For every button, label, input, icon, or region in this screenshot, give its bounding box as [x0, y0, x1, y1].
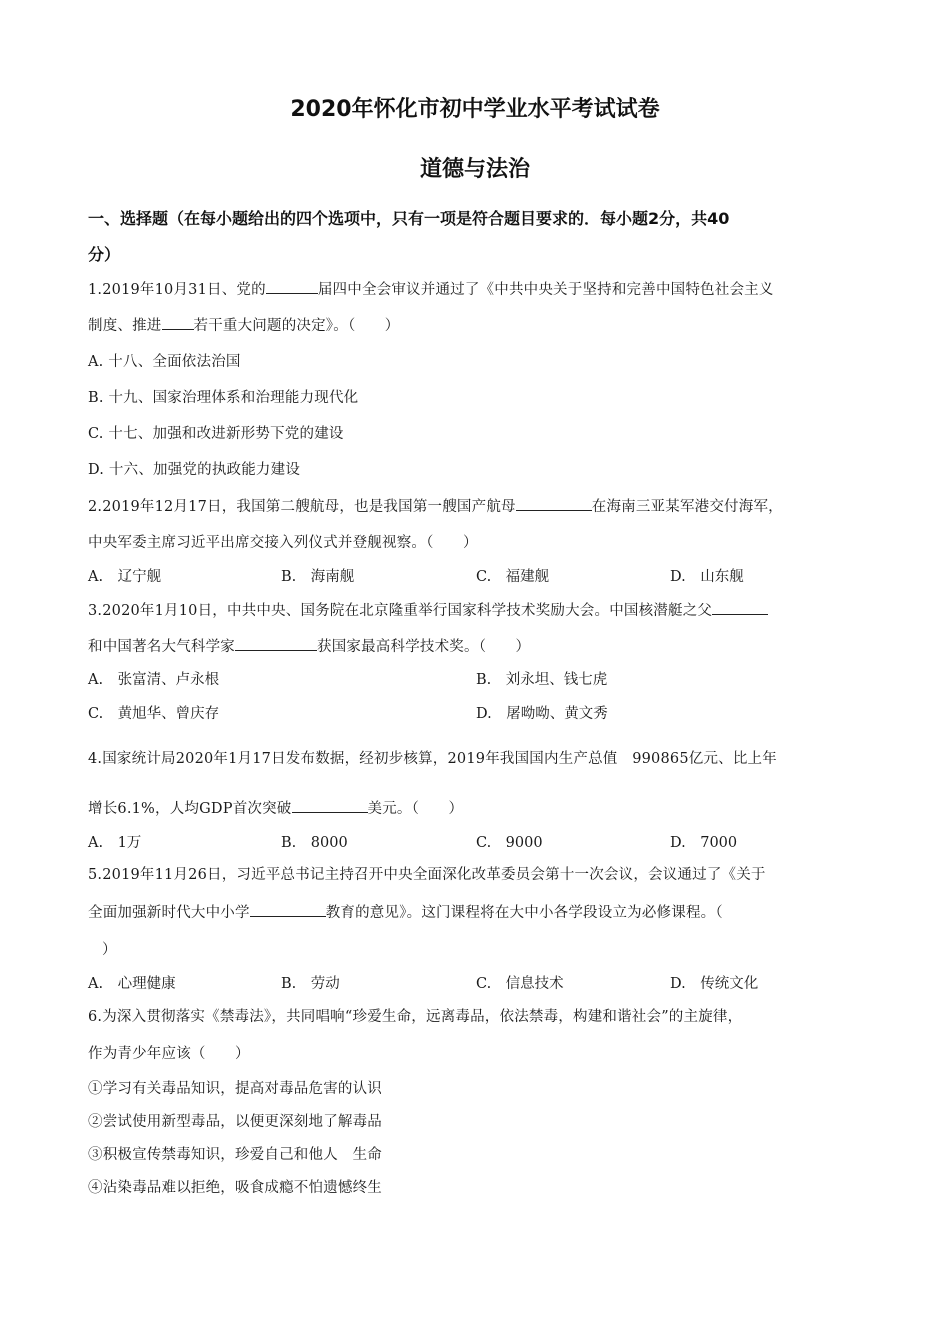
question-4-line2: 增长6.1%，人均GDP首次突破 美元。（ ） — [88, 797, 463, 818]
section-heading: 一、选择题（在每小题给出的四个选项中，只有一项是符合题目要求的．每小题2分，共40 — [88, 209, 730, 228]
subject-title: 道德与法治 — [419, 157, 530, 182]
option-2a: A. 辽宁舰 — [88, 569, 162, 585]
option-1b: B. 十九、国家治理体系和治理能力现代化 — [88, 390, 359, 406]
exam-title: 2020年怀化市初中学业水平考试试卷 — [290, 97, 660, 122]
question-4-line1: 4.国家统计局2020年1月17日发布数据，经初步核算，2019年我国国内生产总值 990865亿元、比上年 — [88, 751, 777, 767]
question-1-line2: 制度、推进 若干重大问题的决定》。（ ） — [88, 314, 400, 335]
question-2-line1: 2.2019年12月17日，我国第二艘航母，也是我国第一艘国产航母 在海南三亚某军港交付海军， — [88, 495, 783, 516]
option-5c: C. 信息技术 — [476, 976, 564, 992]
option-1a: A. 十八、全面依法治国 — [88, 354, 241, 370]
option-1d: D. 十六、加强党的执政能力建设 — [88, 462, 301, 478]
question-5-line3: ） — [102, 942, 117, 958]
answer-blank — [162, 315, 194, 330]
statement-4: ④沾染毒品难以拒绝，吸食成瘾不怕遗憾终生 — [88, 1180, 382, 1196]
answer-blank — [712, 600, 768, 615]
option-1c: C. 十七、加强和改进新形势下党的建设 — [88, 426, 344, 442]
question-1-line1: 1.2019年10月31日、党的 届四中全会审议并通过了《中共中央关于坚持和完善中国特色社会主义 — [88, 278, 774, 299]
question-6-line2: 作为青少年应该（ ） — [88, 1046, 250, 1062]
question-6-line1: 6.为深入贯彻落实《禁毒法》，共同唱响“珍爱生命，远离毒品，依法禁毒，构建和谐社会”的主旋律， — [88, 1009, 743, 1025]
option-3c: C. 黄旭华、曾庆存 — [88, 706, 220, 722]
option-4d: D. 7000 — [670, 835, 738, 851]
answer-blank — [266, 279, 318, 294]
question-3-line2: 和中国著名大气科学家 获国家最高科学技术奖。（ ） — [88, 635, 530, 656]
option-3b: B. 刘永坦、钱七虎 — [476, 672, 608, 688]
answer-blank — [516, 496, 592, 511]
option-3a: A. 张富清、卢永根 — [88, 672, 220, 688]
option-2c: C. 福建舰 — [476, 569, 550, 585]
option-5b: B. 劳动 — [281, 976, 340, 992]
statement-3: ③积极宣传禁毒知识，珍爱自己和他人 生命 — [88, 1147, 382, 1163]
option-2b: B. 海南舰 — [281, 569, 355, 585]
option-2d: D. 山东舰 — [670, 569, 744, 585]
section-heading-cont: 分） — [88, 245, 121, 264]
option-4a: A. 1万 — [88, 835, 142, 851]
answer-blank — [292, 798, 368, 813]
option-3d: D. 屠呦呦、黄文秀 — [476, 706, 608, 722]
answer-blank — [250, 902, 326, 917]
question-5-line1: 5.2019年11月26日，习近平总书记主持召开中央全面深化改革委员会第十一次会议，会议通过了《关于 — [88, 867, 766, 883]
question-2-line2: 中央军委主席习近平出席交接入列仪式并登舰视察。（ ） — [88, 535, 478, 551]
statement-2: ②尝试使用新型毒品，以便更深刻地了解毒品 — [88, 1114, 382, 1130]
option-4c: C. 9000 — [476, 835, 543, 851]
option-5d: D. 传统文化 — [670, 976, 759, 992]
option-4b: B. 8000 — [281, 835, 348, 851]
answer-blank — [235, 636, 317, 651]
question-5-line2: 全面加强新时代大中小学 教育的意见》。这门课程将在大中小各学段设立为必修课程。（ — [88, 901, 723, 922]
option-5a: A. 心理健康 — [88, 976, 176, 992]
question-3-line1: 3.2020年1月10日，中共中央、国务院在北京隆重举行国家科学技术奖励大会。中国核潜艇之父 — [88, 599, 768, 620]
statement-1: ①学习有关毒品知识，提高对毒品危害的认识 — [88, 1081, 382, 1097]
